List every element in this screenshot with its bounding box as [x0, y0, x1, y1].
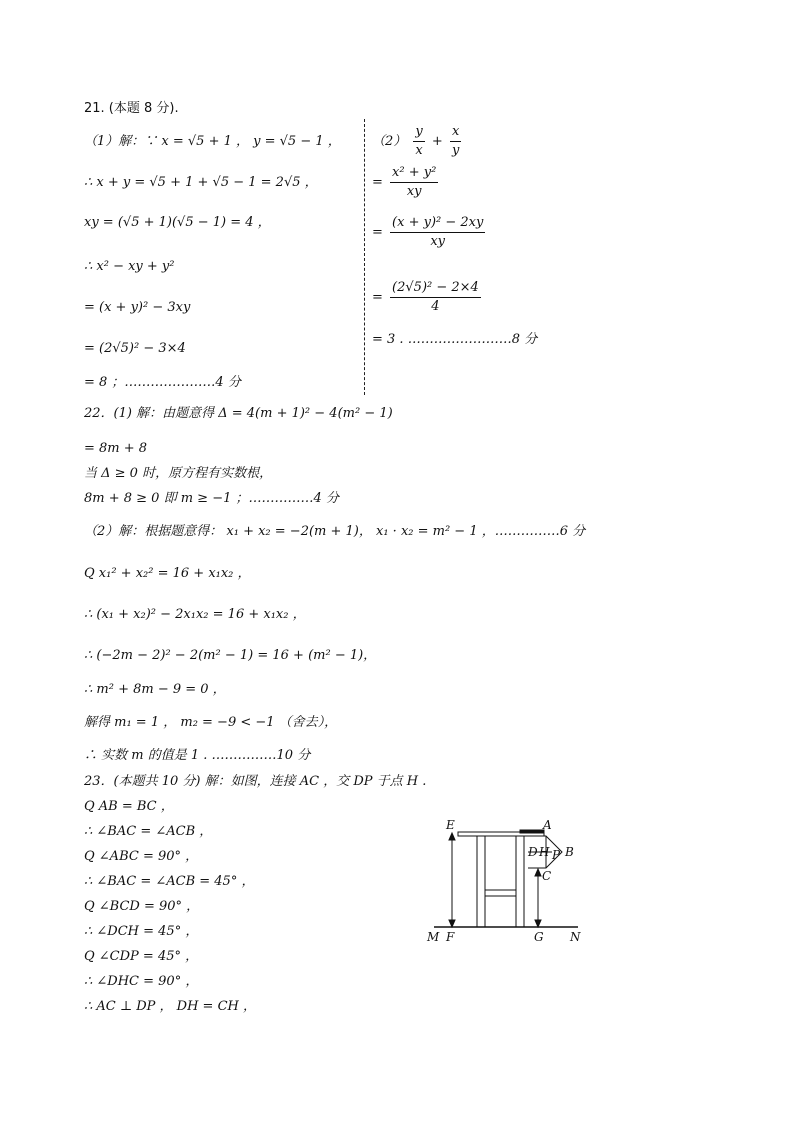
q23-line-2: Q AB = BC ， — [84, 799, 174, 814]
q23-line-8: Q ∠CDP = 45° ， — [84, 949, 199, 964]
label-g: G — [534, 930, 544, 944]
q21-right-step-2 — [372, 215, 488, 250]
label-n: N — [570, 930, 581, 944]
q22-line-11: ∴ 实数 m 的值是 1 . ……………10 分 — [84, 748, 311, 763]
denominator: xy — [430, 234, 446, 249]
denominator: 4 — [431, 299, 440, 314]
geometry-figure — [422, 818, 602, 948]
q22-line-9: ∴ m² + 8m − 9 = 0 ， — [84, 682, 226, 697]
equals-sign: = — [372, 225, 383, 240]
q22-line-8: ∴ (−2m − 2)² − 2(m² − 1) = 16 + (m² − 1)， — [84, 648, 377, 663]
q21-left-line-3: xy = (√5 + 1)(√5 − 1) = 4 ， — [84, 215, 271, 230]
q21-header: 21. (本题 8 分). — [84, 101, 179, 116]
label-d: D — [528, 845, 538, 859]
label-f: F — [446, 930, 455, 944]
numerator: (x + y)² − 2xy — [390, 215, 485, 233]
q22-line-7: ∴ (x₁ + x₂)² − 2x₁x₂ = 16 + x₁x₂ ， — [84, 607, 306, 622]
q21-right-step-1 — [372, 165, 441, 200]
q23-line-6: Q ∠BCD = 90° ， — [84, 899, 200, 914]
q23-line-9: ∴ ∠DHC = 90° ， — [84, 974, 199, 989]
denominator: xy — [406, 184, 422, 199]
numerator: (2√5)² − 2×4 — [390, 280, 481, 298]
q21-right-result: = 3 . ……………………8 分 — [372, 332, 538, 347]
q23-line-10: ∴ AC ⊥ DP ， DH = CH ， — [84, 999, 256, 1014]
label-a: A — [543, 818, 552, 832]
label-e: E — [446, 818, 455, 832]
q21-left-line-2: ∴ x + y = √5 + 1 + √5 − 1 = 2√5 ， — [84, 175, 318, 190]
tabletop-strip — [520, 830, 544, 833]
fraction-step-2 — [390, 215, 485, 250]
arrow-head-g — [535, 920, 541, 927]
arrow-head-bottom — [449, 920, 455, 927]
q22-line-3: 当 Δ ≥ 0 时，原方程有实数根， — [84, 466, 273, 481]
fraction-step-1 — [390, 165, 438, 200]
label-b: B — [565, 845, 574, 859]
q22-line-4: 8m + 8 ≥ 0 即 m ≥ −1 ；……………4 分 — [84, 491, 339, 506]
q22-line-1: 22．(1) 解：由题意得 Δ = 4(m + 1)² − 4(m² − 1) — [84, 406, 393, 421]
q21-left-line-5: = (x + y)² − 3xy — [84, 300, 191, 315]
q23-line-4: Q ∠ABC = 90° ， — [84, 849, 199, 864]
arrow-head-c — [535, 869, 541, 876]
label-p: P — [552, 848, 561, 862]
table-leg-left — [477, 836, 485, 927]
q21-right-expression — [372, 124, 464, 159]
q21-left-line-1: （1）解：∵ x = √5 + 1 ， y = √5 − 1 ， — [84, 134, 341, 149]
q21-right-step-3 — [372, 280, 484, 315]
q23-line-7: ∴ ∠DCH = 45° ， — [84, 924, 199, 939]
table-leg-right — [516, 836, 524, 927]
arrow-head-top — [449, 833, 455, 840]
q21-left-line-6: = (2√5)² − 3×4 — [84, 341, 186, 356]
fraction-step-3 — [390, 280, 481, 315]
q21-left-line-7: = 8 ；…………………4 分 — [84, 375, 241, 390]
q21-left-line-4: ∴ x² − xy + y² — [84, 259, 175, 274]
q22-line-2: = 8m + 8 — [84, 441, 148, 456]
numerator: x — [450, 124, 461, 142]
part-2-label: （2） — [372, 134, 407, 149]
equals-sign: = — [372, 175, 383, 190]
column-divider — [364, 119, 365, 395]
q23-line-5: ∴ ∠BAC = ∠ACB = 45° ， — [84, 874, 255, 889]
equals-sign: = — [372, 290, 383, 305]
numerator: y — [413, 124, 424, 142]
fraction-x-over-y — [450, 124, 461, 159]
denominator: x — [415, 143, 423, 158]
fraction-y-over-x — [413, 124, 424, 159]
numerator: x² + y² — [390, 165, 438, 183]
label-m: M — [427, 930, 440, 944]
q23-line-1: 23．(本题共 10 分) 解：如图，连接 AC ，交 DP 于点 H . — [84, 774, 427, 789]
plus-sign: + — [431, 134, 443, 149]
table-crossbar — [485, 890, 516, 896]
label-h: H — [539, 845, 550, 859]
q23-line-3: ∴ ∠BAC = ∠ACB ， — [84, 824, 213, 839]
q22-line-6: Q x₁² + x₂² = 16 + x₁x₂ ， — [84, 566, 251, 581]
q22-line-10: 解得 m₁ = 1 ， m₂ = −9 < −1 （舍去）， — [84, 715, 338, 730]
label-c: C — [542, 869, 552, 883]
q22-line-5: （2）解：根据题意得： x₁ + x₂ = −2(m + 1)， x₁ · x₂ = m² − 1 ，……………6 分 — [84, 524, 586, 539]
denominator: y — [451, 143, 460, 158]
